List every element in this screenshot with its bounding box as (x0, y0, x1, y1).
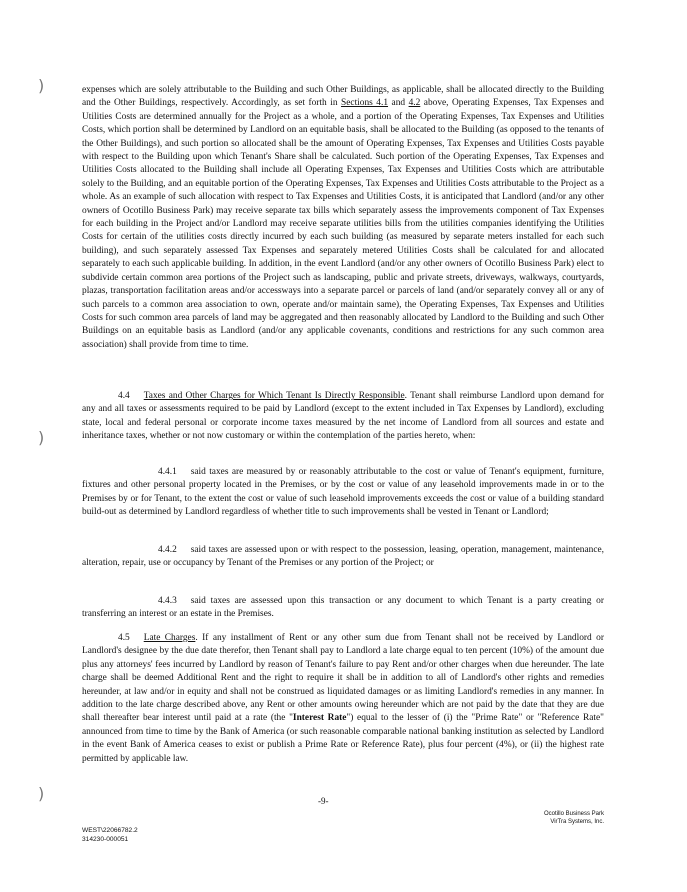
section-4-5 (82, 632, 604, 766)
text: above, Operating Expenses, Tax Expenses and Utilities Costs are determined annually for the Project as a whole, and a portion of the Operating Expenses, Tax Expenses and Utilities Costs, which portion shall be determined by Landlord on an equitable basis, shall be allocated to the Building (as opposed to the tenants of the Other Buildings), and such portion so allocated shall be the amount of Operating Expenses, Tax Expenses and Utilities Costs payable with respect to the Building upon which Tenant's Share shall be calculated. Such portion of the Operating Expenses, Tax Expenses and Utilities Costs allocated to the Building shall include all Operating Expenses, Tax Expenses and Utilities Costs which are attributable solely to the Building, and an equitable portion of the Operating Expenses, Tax Expenses and Utilities Costs attributable to the Project as a whole. As an example of such allocation with respect to Tax Expenses and Utilities Costs, it is anticipated that Landlord (and/or any other owners of Ocotillo Business Park) may receive separate tax bills which separately assess the improvements component of Tax Expenses for each building in the Project and/or Landlord may receive separate utilities bills from the utilities companies identifying the Utilities Costs for certain of the utilities costs directly incurred by each such building (as measured by separate meters installed for each such building), and such separately assessed Tax Expenses and separately metered Utilities Costs shall be calculated for and allocated separately to each such applicable building. In addition, in the event Landlord (and/or any other owners of Ocotillo Business Park) elect to subdivide certain common area portions of the Project such as landscaping, public and private streets, driveways, walkways, courtyards, plazas, transportation facilitation areas and/or accessways into a separate parcel or parcels of land (and/or separately convey all or any of such parcels to a common area association to own, operate and/or maintain same), the Operating Expenses, Tax Expenses and Utilities Costs for such common area parcels of land may be aggregated and then reasonably allocated by Landlord to the Building and such Other Buildings on an equitable basis as Landlord (and/or any applicable covenants, conditions and restrictions for any such common area association) shall provide from time to time. (82, 98, 604, 350)
hole-punch-mark-middle: ) (38, 428, 45, 447)
section-reference-4-2: 4.2 (408, 98, 421, 109)
section-text: . Tenant shall reimburse Landlord upon demand for any and all taxes or assessments required to be paid by Landlord (except to the extent included in Tax Expenses by Landlord), excluding state, local and federal personal or corporate income taxes measured by the net income of Landlord from all sources and estate and inheritance taxes, whether or not now customary or within the contemplation of the parties hereto, when: (82, 391, 605, 442)
matter-number: 314230-000051 (82, 836, 129, 843)
section-number: 4.4.3 (158, 596, 177, 606)
section-text: said taxes are assessed upon this transaction or any document to which Tenant is a party creating or transferring an interest or an estate in the Premises. (82, 596, 604, 620)
page-number: -9- (318, 796, 329, 806)
text: expenses which are solely attributable to the Building and such Other Buildings, as applicable, shall be allocated directly to the Building and the Other Buildings, respectively. Accordingly, as set forth in (82, 85, 604, 109)
section-text: ") equal to the lesser of (i) the "Prime Rate" or "Reference Rate" announced from time to time by the Bank of America (or such reasonable comparable national banking institution as selected by Landlord in the event Bank of America ceases to exist or publish a Prime Rate or Reference Rate), plus four percent (4%), or (ii) the highest rate permitted by applicable law. (82, 713, 604, 764)
defined-term-interest-rate: Interest Rate (292, 713, 347, 724)
section-4-4-2 (82, 544, 604, 571)
section-4-4-1 (82, 466, 604, 520)
tenant-name: VirTra Systems, Inc. (550, 819, 604, 825)
section-4-4-3 (82, 595, 604, 622)
hole-punch-mark-top: ) (38, 76, 45, 95)
section-number: 4.4 (118, 391, 130, 401)
section-number: 4.4.2 (158, 545, 177, 555)
section-reference-4-1: Sections 4.1 (341, 98, 389, 109)
footer-project-info (470, 810, 604, 826)
section-text: said taxes are measured by or reasonably attributable to the cost or value of Tenant's equipment, furniture, fixtures and other personal property located in the Premises, or by the cost or value of any leasehold improvements made in or to the Premises by or for Tenant, to the extent the cost or value of such leasehold improvements exceeds the cost or value of a building standard build-out as determined by Landlord regardless of whether title to such improvements shall be vested in Tenant or Landlord; (82, 467, 604, 518)
project-name: Ocotillo Business Park (543, 811, 604, 817)
doc-id: WEST\22066782.2 (82, 827, 138, 834)
paragraph-allocation (82, 84, 604, 352)
section-4-4 (82, 390, 604, 444)
section-number: 4.5 (118, 633, 130, 643)
section-text: said taxes are assessed upon or with respect to the possession, leasing, operation, management, maintenance, alteration, repair, use or occupancy by Tenant of the Premises or any portion of the Project; or (82, 545, 604, 569)
footer-document-id (82, 826, 138, 844)
section-number: 4.4.1 (158, 467, 177, 477)
section-heading: Late Charges (143, 633, 196, 643)
text: and (388, 98, 409, 109)
hole-punch-mark-bottom: ) (38, 784, 45, 803)
section-heading: Taxes and Other Charges for Which Tenant Is Directly Responsible (143, 391, 405, 401)
section-text: . If any installment of Rent or any other sum due from Tenant shall not be received by Landlord or Landlord's designee by the due date therefor, then Tenant shall pay to Landlord a late charge equal to ten percent (10%) of the amount due plus any attorneys' fees incurred by Landlord by reason of Tenant's failure to pay Rent and/or other charges when due hereunder. The late charge shall be deemed Additional Rent and the right to require it shall be in addition to all of Landlord's other rights and remedies hereunder, at law and/or in equity and shall not be construed as liquidated damages or as limiting Landlord's remedies in any manner. In addition to the late charge described above, any Rent or other amounts owing hereunder which are not paid by the date that they are due shall thereafter bear interest until paid at a rate (the " (82, 633, 604, 724)
